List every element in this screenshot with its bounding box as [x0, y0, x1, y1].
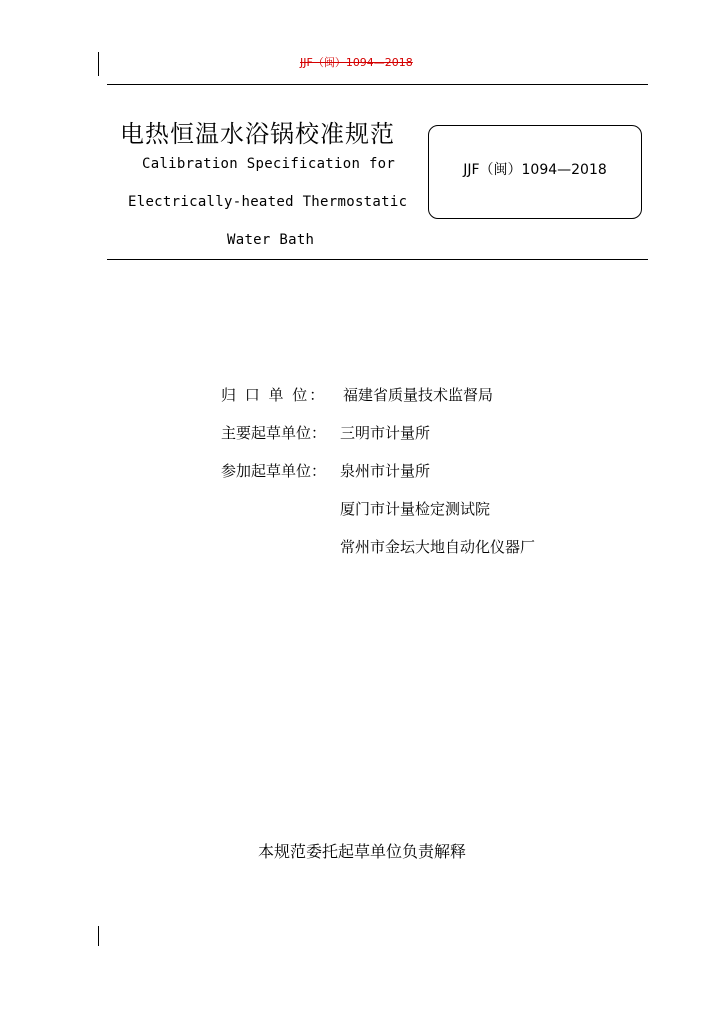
responsible-unit-label: 归 口 单 位：: [221, 386, 327, 404]
interpretation-note: 本规范委托起草单位负责解释: [257, 842, 466, 861]
responsible-unit-value: 福建省质量技术监督局: [343, 386, 494, 404]
participating-drafter-label: 参加起草单位：: [221, 462, 327, 480]
main-drafter-value: 三明市计量所: [340, 424, 431, 442]
standard-code: JJF（闽）1094—2018: [463, 162, 607, 178]
title-bottom-rule: [107, 259, 648, 260]
top-rule: [107, 84, 648, 85]
title-english-line1: Calibration Specification for: [142, 156, 396, 172]
standard-code-box: [428, 125, 642, 219]
main-drafter-label: 主要起草单位：: [221, 424, 327, 442]
participating-drafter-2: 厦门市计量检定测试院: [340, 500, 491, 518]
title-english-line3: Water Bath: [227, 232, 315, 248]
header-code: JJF（闽）1094—2018: [300, 56, 413, 69]
participating-drafter-1: 泉州市计量所: [340, 462, 431, 480]
margin-mark-top: [98, 52, 99, 76]
title-chinese: 电热恒温水浴锅校准规范: [120, 120, 395, 148]
title-english-line2: Electrically-heated Thermostatic: [128, 194, 408, 210]
margin-mark-bottom: [98, 926, 99, 946]
participating-drafter-3: 常州市金坛大地自动化仪器厂: [340, 538, 536, 556]
